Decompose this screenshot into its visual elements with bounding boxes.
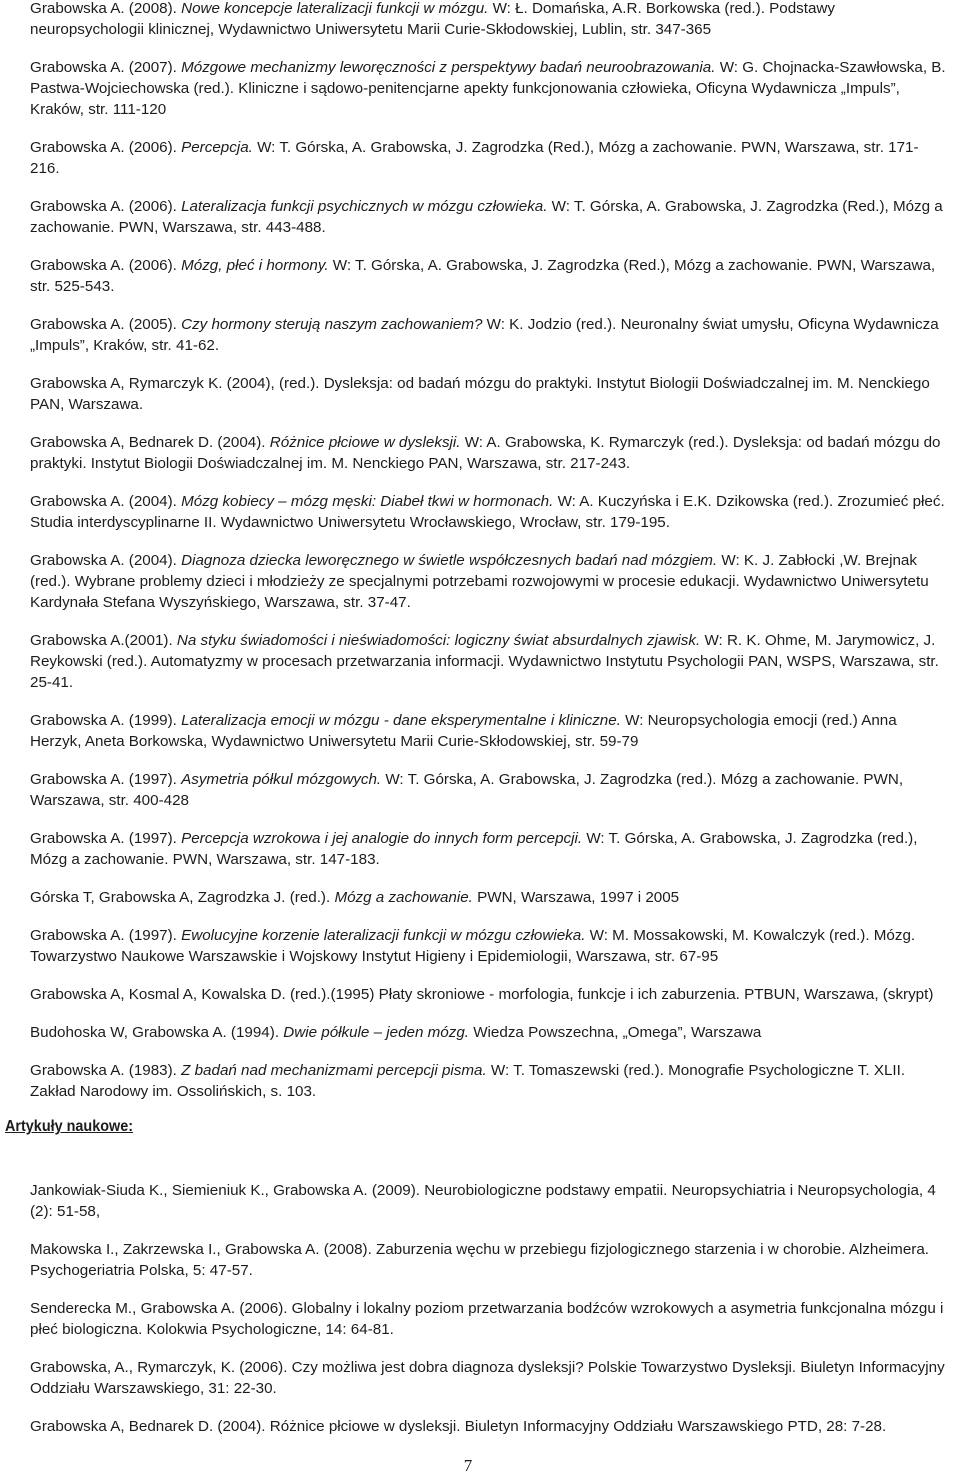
reference-title: Na styku świadomości i nieświadomości: logiczny świat absurdalnych zjawisk.	[176, 632, 701, 649]
reference-entry	[30, 925, 946, 967]
reference-text: Makowska I., Zakrzewska I., Grabowska A. (2008). Zaburzenia węchu w przebiegu fizjologicznego starzenia i w chorobie. Alzheimera. Psychogeriatria Polska, 5: 47-57.	[30, 1241, 930, 1279]
reference-entry	[30, 1357, 946, 1399]
reference-entry	[30, 1239, 946, 1281]
reference-title: Różnice płciowe w dysleksji.	[269, 434, 461, 451]
reference-text: Grabowska A, Bednarek D. (2004). Różnice płciowe w dysleksji. Biuletyn Informacyjny Oddziału Warszawskiego PTD, 28: 7-28.	[30, 1418, 887, 1435]
reference-text: Grabowska A, Rymarczyk K. (2004), (red.). Dysleksja: od badań mózgu do praktyki. Instytut Biologii Doświadczalnej im. M. Nenckiego PAN, Warszawa.	[30, 375, 930, 413]
reference-text: Grabowska A. (1997).	[30, 830, 182, 847]
reference-text: Grabowska A, Kosmal A, Kowalska D. (red.).(1995) Płaty skroniowe - morfologia, funkcje i ich zaburzenia. PTBUN, Warszawa, (skrypt)	[30, 986, 934, 1003]
reference-text: Górska T, Grabowska A, Zagrodzka J. (red.).	[30, 889, 335, 906]
reference-text: Grabowska A. (2006).	[30, 139, 182, 156]
reference-text: W: Neuropsychologia emocji (red.) Anna Herzyk, Aneta Borkowska, Wydawnictwo Uniwersytetu Marii Curie-Skłodowskiej, str. 59-79	[30, 712, 897, 750]
reference-entry	[30, 0, 946, 40]
reference-entry	[30, 1416, 946, 1437]
reference-title: Z badań nad mechanizmami percepcji pisma.	[181, 1062, 487, 1079]
reference-title: Diagnoza dziecka leworęcznego w świetle współczesnych badań nad mózgiem.	[181, 552, 718, 569]
reference-text: Grabowska A. (1997).	[30, 927, 182, 944]
reference-text: Grabowska A. (2004).	[30, 552, 182, 569]
reference-text: Grabowska A. (2007).	[30, 59, 182, 76]
reference-entry	[30, 550, 946, 613]
reference-entry	[30, 828, 946, 870]
reference-title: Mózg kobiecy – mózg męski: Diabeł tkwi w hormonach.	[181, 493, 554, 510]
reference-text: W: T. Górska, A. Grabowska, J. Zagrodzka (red.), Mózg a zachowanie. PWN, Warszawa, str. 147-183.	[30, 830, 918, 868]
reference-title: Percepcja.	[181, 139, 253, 156]
reference-text: W: T. Górska, A. Grabowska, J. Zagrodzka (Red.), Mózg a zachowanie. PWN, Warszawa, str. 171-216.	[30, 139, 919, 177]
book-references	[30, 0, 946, 1119]
reference-entry	[30, 710, 946, 752]
reference-entry	[30, 984, 946, 1005]
reference-text: Grabowska A. (1983).	[30, 1062, 182, 1079]
reference-text: W: M. Mossakowski, M. Kowalczyk (red.). Mózg. Towarzystwo Naukowe Warszawskie i Wojskowy Instytut Higieny i Epidemiologii, Warszawa, str. 67-95	[30, 927, 916, 965]
reference-entry	[30, 1060, 946, 1102]
reference-text: Budohoska W, Grabowska A. (1994).	[30, 1024, 284, 1041]
reference-entry	[30, 887, 946, 908]
reference-text: Grabowska A.(2001).	[30, 632, 177, 649]
reference-text: Senderecka M., Grabowska A. (2006). Globalny i lokalny poziom przetwarzania bodźców wzrokowych a asymetria funkcjonalna mózgu i płeć biologiczna. Kolokwia Psychologiczne, 14: 64-81.	[30, 1300, 944, 1338]
reference-text: Grabowska A. (2006).	[30, 198, 182, 215]
reference-entry	[30, 137, 946, 179]
page-number: 7	[463, 1456, 473, 1475]
reference-text: Grabowska A. (2005).	[30, 316, 182, 333]
reference-text: W: K. J. Zabłocki ,W. Brejnak (red.). Wybrane problemy dzieci i młodzieży ze specjalnymi potrzebami rozwojowymi w procesie edukacji. Wydawnictwo Uniwersytetu Kardynała Stefana Wyszyńskiego, Warszawa, str. 37-47.	[30, 552, 929, 611]
reference-entry	[30, 1022, 946, 1043]
reference-entry	[30, 373, 946, 415]
reference-entry	[30, 314, 946, 356]
reference-text: Jankowiak-Siuda K., Siemieniuk K., Grabowska A. (2009). Neurobiologiczne podstawy empatii. Neuropsychiatria i Neuropsychologia, 4 (2): 51-58,	[30, 1182, 936, 1220]
reference-text: Grabowska A. (1997).	[30, 771, 182, 788]
reference-entry	[30, 432, 946, 474]
reference-title: Ewolucyjne korzenie lateralizacji funkcji w mózgu człowieka.	[181, 927, 586, 944]
reference-text: W: R. K. Ohme, M. Jarymowicz, J. Reykowski (red.). Automatyzmy w procesach przetwarzania informacji. Wydawnictwo Instytutu Psychologii PAN, WSPS, Warszawa, str. 25-41.	[30, 632, 939, 691]
reference-title: Nowe koncepcje lateralizacji funkcji w mózgu.	[181, 0, 489, 17]
reference-title: Asymetria półkul mózgowych.	[181, 771, 382, 788]
reference-text: Wiedza Powszechna, „Omega”, Warszawa	[469, 1024, 762, 1041]
reference-text: W: G. Chojnacka-Szawłowska, B. Pastwa-Wojciechowska (red.). Kliniczne i sądowo-penitencjarne apekty funkcjonowania człowieka, Oficyna Wydawnicza „Impuls”, Kraków, str. 111-120	[30, 59, 946, 118]
reference-title: Lateralizacja funkcji psychicznych w mózgu człowieka.	[181, 198, 548, 215]
reference-entry	[30, 1180, 946, 1222]
reference-entry	[30, 57, 946, 120]
reference-text: Grabowska A. (2006).	[30, 257, 182, 274]
reference-text: W: T. Górska, A. Grabowska, J. Zagrodzka (red.). Mózg a zachowanie. PWN, Warszawa, str. 400-428	[30, 771, 904, 809]
article-references	[30, 1180, 946, 1454]
reference-title: Mózgowe mechanizmy leworęczności z perspektywy badań neuroobrazowania.	[181, 59, 716, 76]
reference-text: Grabowska A, Bednarek D. (2004).	[30, 434, 270, 451]
reference-entry	[30, 255, 946, 297]
reference-title: Czy hormony sterują naszym zachowaniem?	[181, 316, 483, 333]
reference-text: W: T. Górska, A. Grabowska, J. Zagrodzka (Red.), Mózg a zachowanie. PWN, Warszawa, str. 525-543.	[30, 257, 936, 295]
reference-entry	[30, 196, 946, 238]
reference-entry	[30, 630, 946, 693]
reference-text: W: T. Górska, A. Grabowska, J. Zagrodzka (Red.), Mózg a zachowanie. PWN, Warszawa, str. 443-488.	[30, 198, 943, 236]
reference-text: W: K. Jodzio (red.). Neuronalny świat umysłu, Oficyna Wydawnicza „Impuls”, Kraków, str. 41-62.	[30, 316, 939, 354]
reference-text: Grabowska A. (2004).	[30, 493, 182, 510]
reference-text: W: Ł. Domańska, A.R. Borkowska (red.). Podstawy neuropsychologii klinicznej, Wydawnictwo Uniwersytetu Marii Curie-Skłodowskiej, Lublin, str. 347-365	[30, 0, 835, 38]
reference-title: Dwie półkule – jeden mózg.	[283, 1024, 469, 1041]
reference-title: Mózg, płeć i hormony.	[181, 257, 329, 274]
reference-title: Percepcja wzrokowa i jej analogie do innych form percepcji.	[181, 830, 583, 847]
reference-text: W: A. Kuczyńska i E.K. Dzikowska (red.). Zrozumieć płeć. Studia interdyscyplinarne II. Wydawnictwo Uniwersytetu Wrocławskiego, Wrocław, str. 179-195.	[30, 493, 945, 531]
reference-entry	[30, 491, 946, 533]
reference-text: W: A. Grabowska, K. Rymarczyk (red.). Dysleksja: od badań mózgu do praktyki. Instytut Biologii Doświadczalnej im. M. Nenckiego PAN, Warszawa, str. 217-243.	[30, 434, 941, 472]
reference-entry	[30, 1298, 946, 1340]
reference-title: Lateralizacja emocji w mózgu - dane eksperymentalne i kliniczne.	[181, 712, 621, 729]
reference-text: Grabowska A. (1999).	[30, 712, 182, 729]
reference-text: Grabowska A. (2008).	[30, 0, 182, 17]
reference-text: W: T. Tomaszewski (red.). Monografie Psychologiczne T. XLII. Zakład Narodowy im. Ossolińskich, s. 103.	[30, 1062, 906, 1100]
reference-text: PWN, Warszawa, 1997 i 2005	[472, 889, 680, 906]
reference-title: Mózg a zachowanie.	[334, 889, 473, 906]
reference-entry	[30, 769, 946, 811]
section-heading: Artykuły naukowe:	[5, 1118, 134, 1135]
reference-text: Grabowska, A., Rymarczyk, K. (2006). Czy możliwa jest dobra diagnoza dysleksji? Polskie Towarzystwo Dysleksji. Biuletyn Informacyjny Oddziału Warszawskiego, 31: 22-30.	[30, 1359, 945, 1397]
